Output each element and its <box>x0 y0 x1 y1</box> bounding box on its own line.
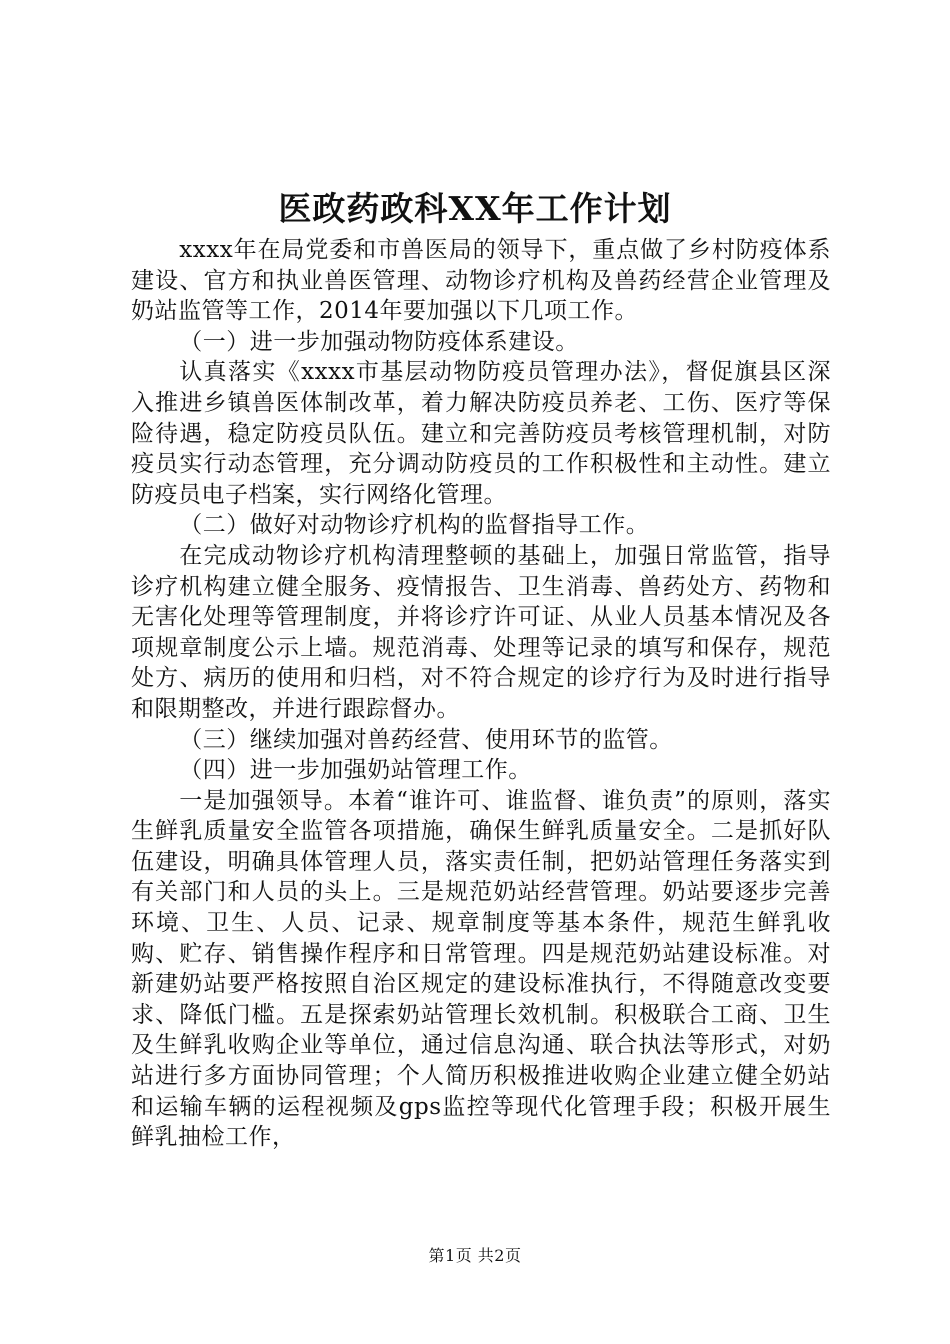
document-body <box>131 235 831 1153</box>
section-heading-1: （一）进一步加强动物防疫体系建设。 <box>179 328 579 355</box>
paragraph-section-4: 一是加强领导。本着“谁许可、谁监督、谁负责”的原则，落实生鲜乳质量安全监管各项措施，确保生鲜乳质量安全。二是抓好队伍建设，明确具体管理人员，落实责任制，把奶站管理任务落实到有关部门和人员的头上。三是规范奶站经营管理。奶站要逐步完善环境、卫生、人员、记录、规章制度等基本条件，规范生鲜乳收购、贮存、销售操作程序和日常管理。四是规范奶站建设标准。对新建奶站要严格按照自治区规定的建设标准执行，不得随意改变要求、降低门槛。五是探索奶站管理长效机制。积极联合工商、卫生及生鲜乳收购企业等单位，通过信息沟通、联合执法等形式，对奶站进行多方面协同管理；个人简历积极推进收购企业建立健全奶站和运输车辆的运程视频及gps监控等现代化管理手段；积极开展生鲜乳抽检工作， <box>131 787 831 1151</box>
section-heading-4: （四）进一步加强奶站管理工作。 <box>179 757 532 784</box>
paragraph-section-2: 在完成动物诊疗机构清理整顿的基础上，加强日常监管，指导诊疗机构建立健全服务、疫情报告、卫生消毒、兽药处方、药物和无害化处理等管理制度，并将诊疗许可证、从业人员基本情况及各项规章制度公示上墙。规范消毒、处理等记录的填写和保存，规范处方、病历的使用和归档，对不符合规定的诊疗行为及时进行指导和限期整改，并进行跟踪督办。 <box>131 542 831 722</box>
section-heading-3: （三）继续加强对兽药经营、使用环节的监管。 <box>179 726 673 753</box>
document-title: 医政药政科XX年工作计划 <box>278 189 672 228</box>
paragraph-intro: xxxx年在局党委和市兽医局的领导下，重点做了乡村防疫体系建设、官方和执业兽医管理、动物诊疗机构及兽药经营企业管理及奶站监管等工作，2014年要加强以下几项工作。 <box>131 237 831 325</box>
section-heading-2: （二）做好对动物诊疗机构的监督指导工作。 <box>179 512 650 539</box>
page-footer: 第1页 共2页 <box>428 1246 522 1265</box>
paragraph-section-1: 认真落实《xxxx市基层动物防疫员管理办法》，督促旗县区深入推进乡镇兽医体制改革，着力解决防疫员养老、工伤、医疗等保险待遇，稳定防疫员队伍。建立和完善防疫员考核管理机制，对防疫员实行动态管理，充分调动防疫员的工作积极性和主动性。建立防疫员电子档案，实行网络化管理。 <box>131 359 831 508</box>
